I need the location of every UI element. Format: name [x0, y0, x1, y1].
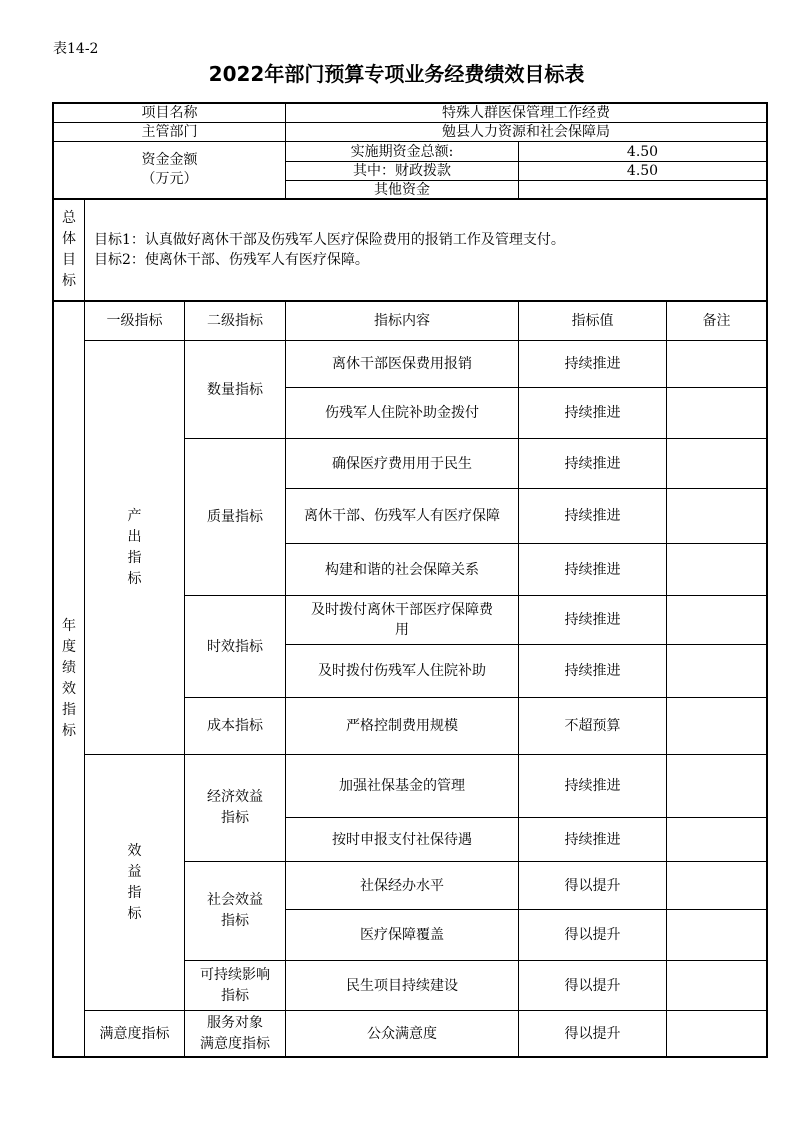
indicator-value: 持续推进 — [564, 405, 621, 421]
label-char: 绩 — [62, 660, 76, 676]
fund-label-line2: （万元） — [141, 171, 198, 187]
project-name-label: 项目名称 — [141, 105, 198, 121]
indicator-content: 及时拨付伤残军人住院补助 — [318, 663, 486, 679]
label-char: 指 — [127, 549, 142, 566]
label-char: 体 — [62, 231, 76, 247]
label-line: 指标 — [221, 987, 249, 1004]
sustainable-impact-indicator — [185, 961, 285, 1010]
col-header-level2: 二级指标 — [207, 313, 263, 329]
goal-1: 目标1：认真做好离休干部及伤残军人医疗保险费用的报销工作及管理支付。 — [94, 232, 565, 248]
satisfaction-indicator-label: 满意度指标 — [99, 1025, 170, 1042]
fiscal-fund-value: 4.50 — [626, 163, 659, 179]
indicator-content: 按时申报支付社保待遇 — [332, 831, 472, 848]
indicator-content: 社保经办水平 — [360, 877, 444, 894]
indicator-content: 民生项目持续建设 — [346, 977, 458, 994]
label-char: 指 — [62, 702, 76, 718]
indicator-content: 确保医疗费用用于民生 — [332, 455, 472, 472]
indicator-content — [286, 596, 518, 644]
label-char: 产 — [127, 507, 142, 524]
indicator-value: 持续推进 — [564, 356, 621, 372]
indicator-content: 加强社保基金的管理 — [339, 778, 465, 794]
content-line: 用 — [395, 622, 409, 638]
indicator-value: 持续推进 — [564, 778, 621, 794]
page-title: 2022年部门预算专项业务经费绩效目标表 — [208, 62, 585, 86]
dept-label: 主管部门 — [141, 124, 198, 140]
label-char: 标 — [62, 273, 76, 289]
indicator-value: 得以提升 — [564, 977, 621, 994]
col-header-value: 指标值 — [571, 313, 614, 329]
goal-2: 目标2：使离休干部、伤残军人有医疗保障。 — [94, 252, 369, 268]
output-indicator-label — [85, 341, 184, 754]
dept-value: 勉县人力资源和社会保障局 — [442, 124, 610, 140]
table-border-bottom — [52, 1056, 768, 1058]
col-header-content: 指标内容 — [374, 313, 430, 329]
col-header-level1: 一级指标 — [106, 313, 163, 329]
timeliness-indicator: 时效指标 — [207, 638, 263, 655]
label-char: 年 — [62, 618, 76, 634]
other-fund-label: 其他资金 — [374, 181, 430, 198]
label-char: 度 — [62, 639, 76, 655]
indicator-content: 医疗保障覆盖 — [360, 927, 444, 943]
indicator-content: 构建和谐的社会保障关系 — [325, 561, 479, 578]
indicator-value: 得以提升 — [564, 877, 621, 894]
indicator-value: 得以提升 — [564, 927, 621, 943]
label-char: 出 — [127, 528, 142, 545]
col-header-note: 备注 — [702, 313, 731, 329]
indicator-value: 持续推进 — [564, 663, 621, 679]
quality-indicator: 质量指标 — [207, 509, 263, 525]
indicator-value: 持续推进 — [564, 508, 621, 524]
total-fund-label: 实施期资金总额: — [350, 143, 454, 160]
project-name-value: 特殊人群医保管理工作经费 — [442, 105, 610, 121]
label-line: 指标 — [221, 913, 249, 929]
grid-line — [666, 300, 667, 1057]
overall-goals — [94, 200, 764, 300]
indicator-content: 严格控制费用规模 — [346, 718, 458, 734]
fund-label-line1: 资金金额 — [141, 152, 198, 168]
fund-amount-label — [54, 142, 285, 198]
indicator-content: 伤残军人住院补助金拨付 — [325, 405, 479, 421]
economic-benefit-indicator — [185, 755, 285, 861]
indicator-content: 离休干部医保费用报销 — [332, 356, 472, 372]
label-char: 指 — [127, 884, 142, 901]
annual-indicator-label — [54, 302, 84, 1056]
label-char: 目 — [62, 252, 76, 268]
overall-goal-label — [54, 200, 84, 300]
label-char: 标 — [127, 905, 142, 922]
cost-indicator: 成本指标 — [207, 718, 263, 734]
table-border-right — [766, 102, 768, 1058]
label-line: 经济效益 — [207, 789, 263, 805]
label-char: 标 — [62, 723, 76, 739]
indicator-value: 不超预算 — [564, 718, 621, 734]
content-line: 及时拨付离休干部医疗保障费 — [311, 602, 493, 618]
indicator-content: 离休干部、伤残军人有医疗保障 — [304, 508, 500, 524]
indicator-content: 公众满意度 — [367, 1025, 437, 1042]
other-fund-value — [519, 181, 766, 198]
label-char: 效 — [62, 681, 76, 697]
label-line: 服务对象 — [207, 1014, 263, 1031]
indicator-value: 持续推进 — [564, 831, 621, 848]
label-line: 指标 — [221, 810, 249, 826]
label-char: 效 — [127, 842, 142, 859]
indicator-value: 持续推进 — [564, 561, 621, 578]
table-number: 表14-2 — [53, 41, 99, 57]
label-line: 满意度指标 — [200, 1035, 270, 1052]
fiscal-fund-label: 其中：财政拨款 — [353, 163, 451, 179]
indicator-value: 持续推进 — [564, 612, 621, 628]
social-benefit-indicator — [185, 862, 285, 960]
indicator-value: 得以提升 — [564, 1025, 621, 1042]
total-fund-value: 4.50 — [626, 143, 659, 160]
label-char: 总 — [62, 210, 76, 226]
indicator-value: 持续推进 — [564, 455, 621, 472]
benefit-indicator-label — [85, 755, 184, 1010]
label-line: 社会效益 — [207, 892, 263, 908]
label-char: 标 — [127, 570, 142, 587]
service-satisfaction-indicator — [185, 1011, 285, 1056]
label-char: 益 — [127, 863, 142, 880]
label-line: 可持续影响 — [200, 966, 270, 983]
quantity-indicator: 数量指标 — [207, 381, 263, 398]
